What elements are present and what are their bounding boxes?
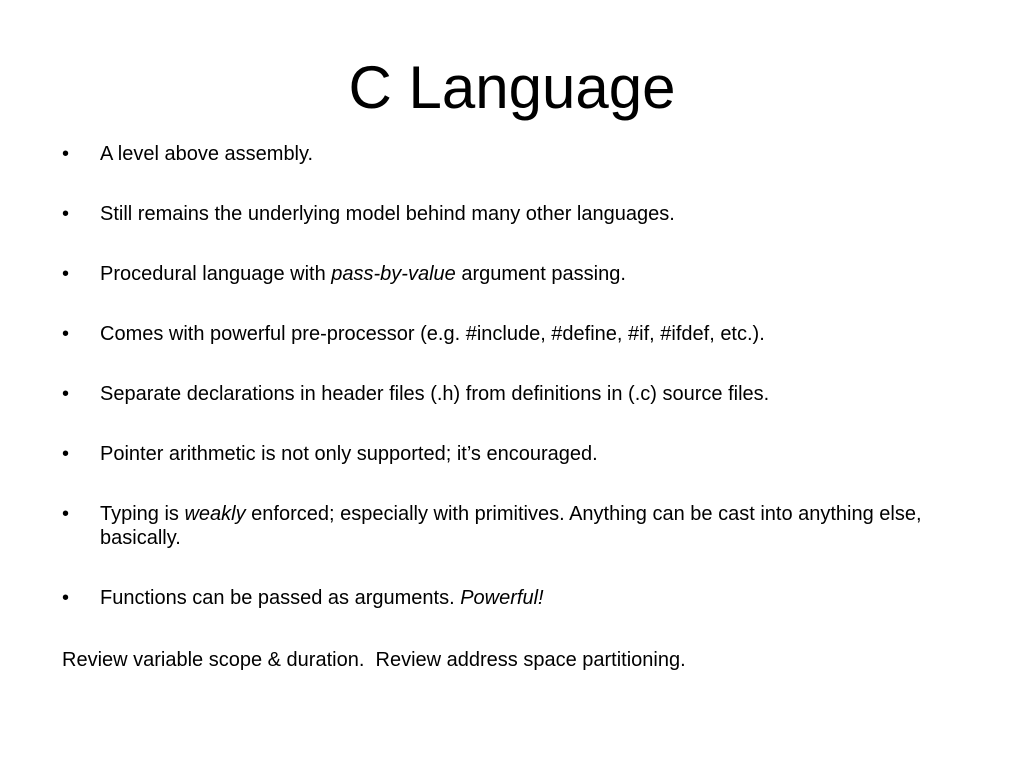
- bullet-text: Procedural language with pass-by-value argument passing.: [100, 263, 626, 285]
- bullet-text: Functions can be passed as arguments. Powerful!: [100, 587, 544, 609]
- bullet-dot: •: [62, 443, 70, 465]
- bullet-dot: •: [62, 503, 70, 525]
- bullet-text: Comes with powerful pre-processor (e.g. #include, #define, #if, #ifdef, etc.).: [100, 323, 765, 345]
- bullet-item: [62, 202, 962, 226]
- bullet-dot: •: [62, 383, 70, 405]
- bullet-item: [62, 502, 962, 550]
- bullet-dot: •: [62, 263, 70, 285]
- bullet-item: [62, 586, 962, 610]
- review-note: Review variable scope & duration. Review address space partitioning.: [62, 649, 686, 671]
- bullet-item: [62, 322, 962, 346]
- emphasis-text: weakly: [184, 503, 246, 525]
- emphasis-text: pass-by-value: [331, 263, 456, 285]
- bullet-text: Typing is weakly enforced; especially with primitives. Anything can be cast into anything else, basically.: [100, 503, 922, 549]
- bullet-item: [62, 382, 962, 406]
- bullet-text: Separate declarations in header files (.h) from definitions in (.c) source files.: [100, 383, 770, 405]
- bullet-text: Still remains the underlying model behind many other languages.: [100, 203, 675, 225]
- bullet-item: [62, 262, 962, 286]
- slide-title: C Language: [348, 54, 676, 121]
- bullet-dot: •: [62, 323, 70, 345]
- bullet-item: [62, 142, 962, 166]
- bullet-dot: •: [62, 203, 70, 225]
- bullet-dot: •: [62, 143, 70, 165]
- bullet-dot: •: [62, 587, 70, 609]
- bullet-list: [62, 142, 962, 646]
- emphasis-text: Powerful!: [460, 587, 544, 609]
- bullet-text: A level above assembly.: [100, 143, 314, 165]
- bullet-item: [62, 442, 962, 466]
- bullet-text: Pointer arithmetic is not only supported; it’s encouraged.: [100, 443, 598, 465]
